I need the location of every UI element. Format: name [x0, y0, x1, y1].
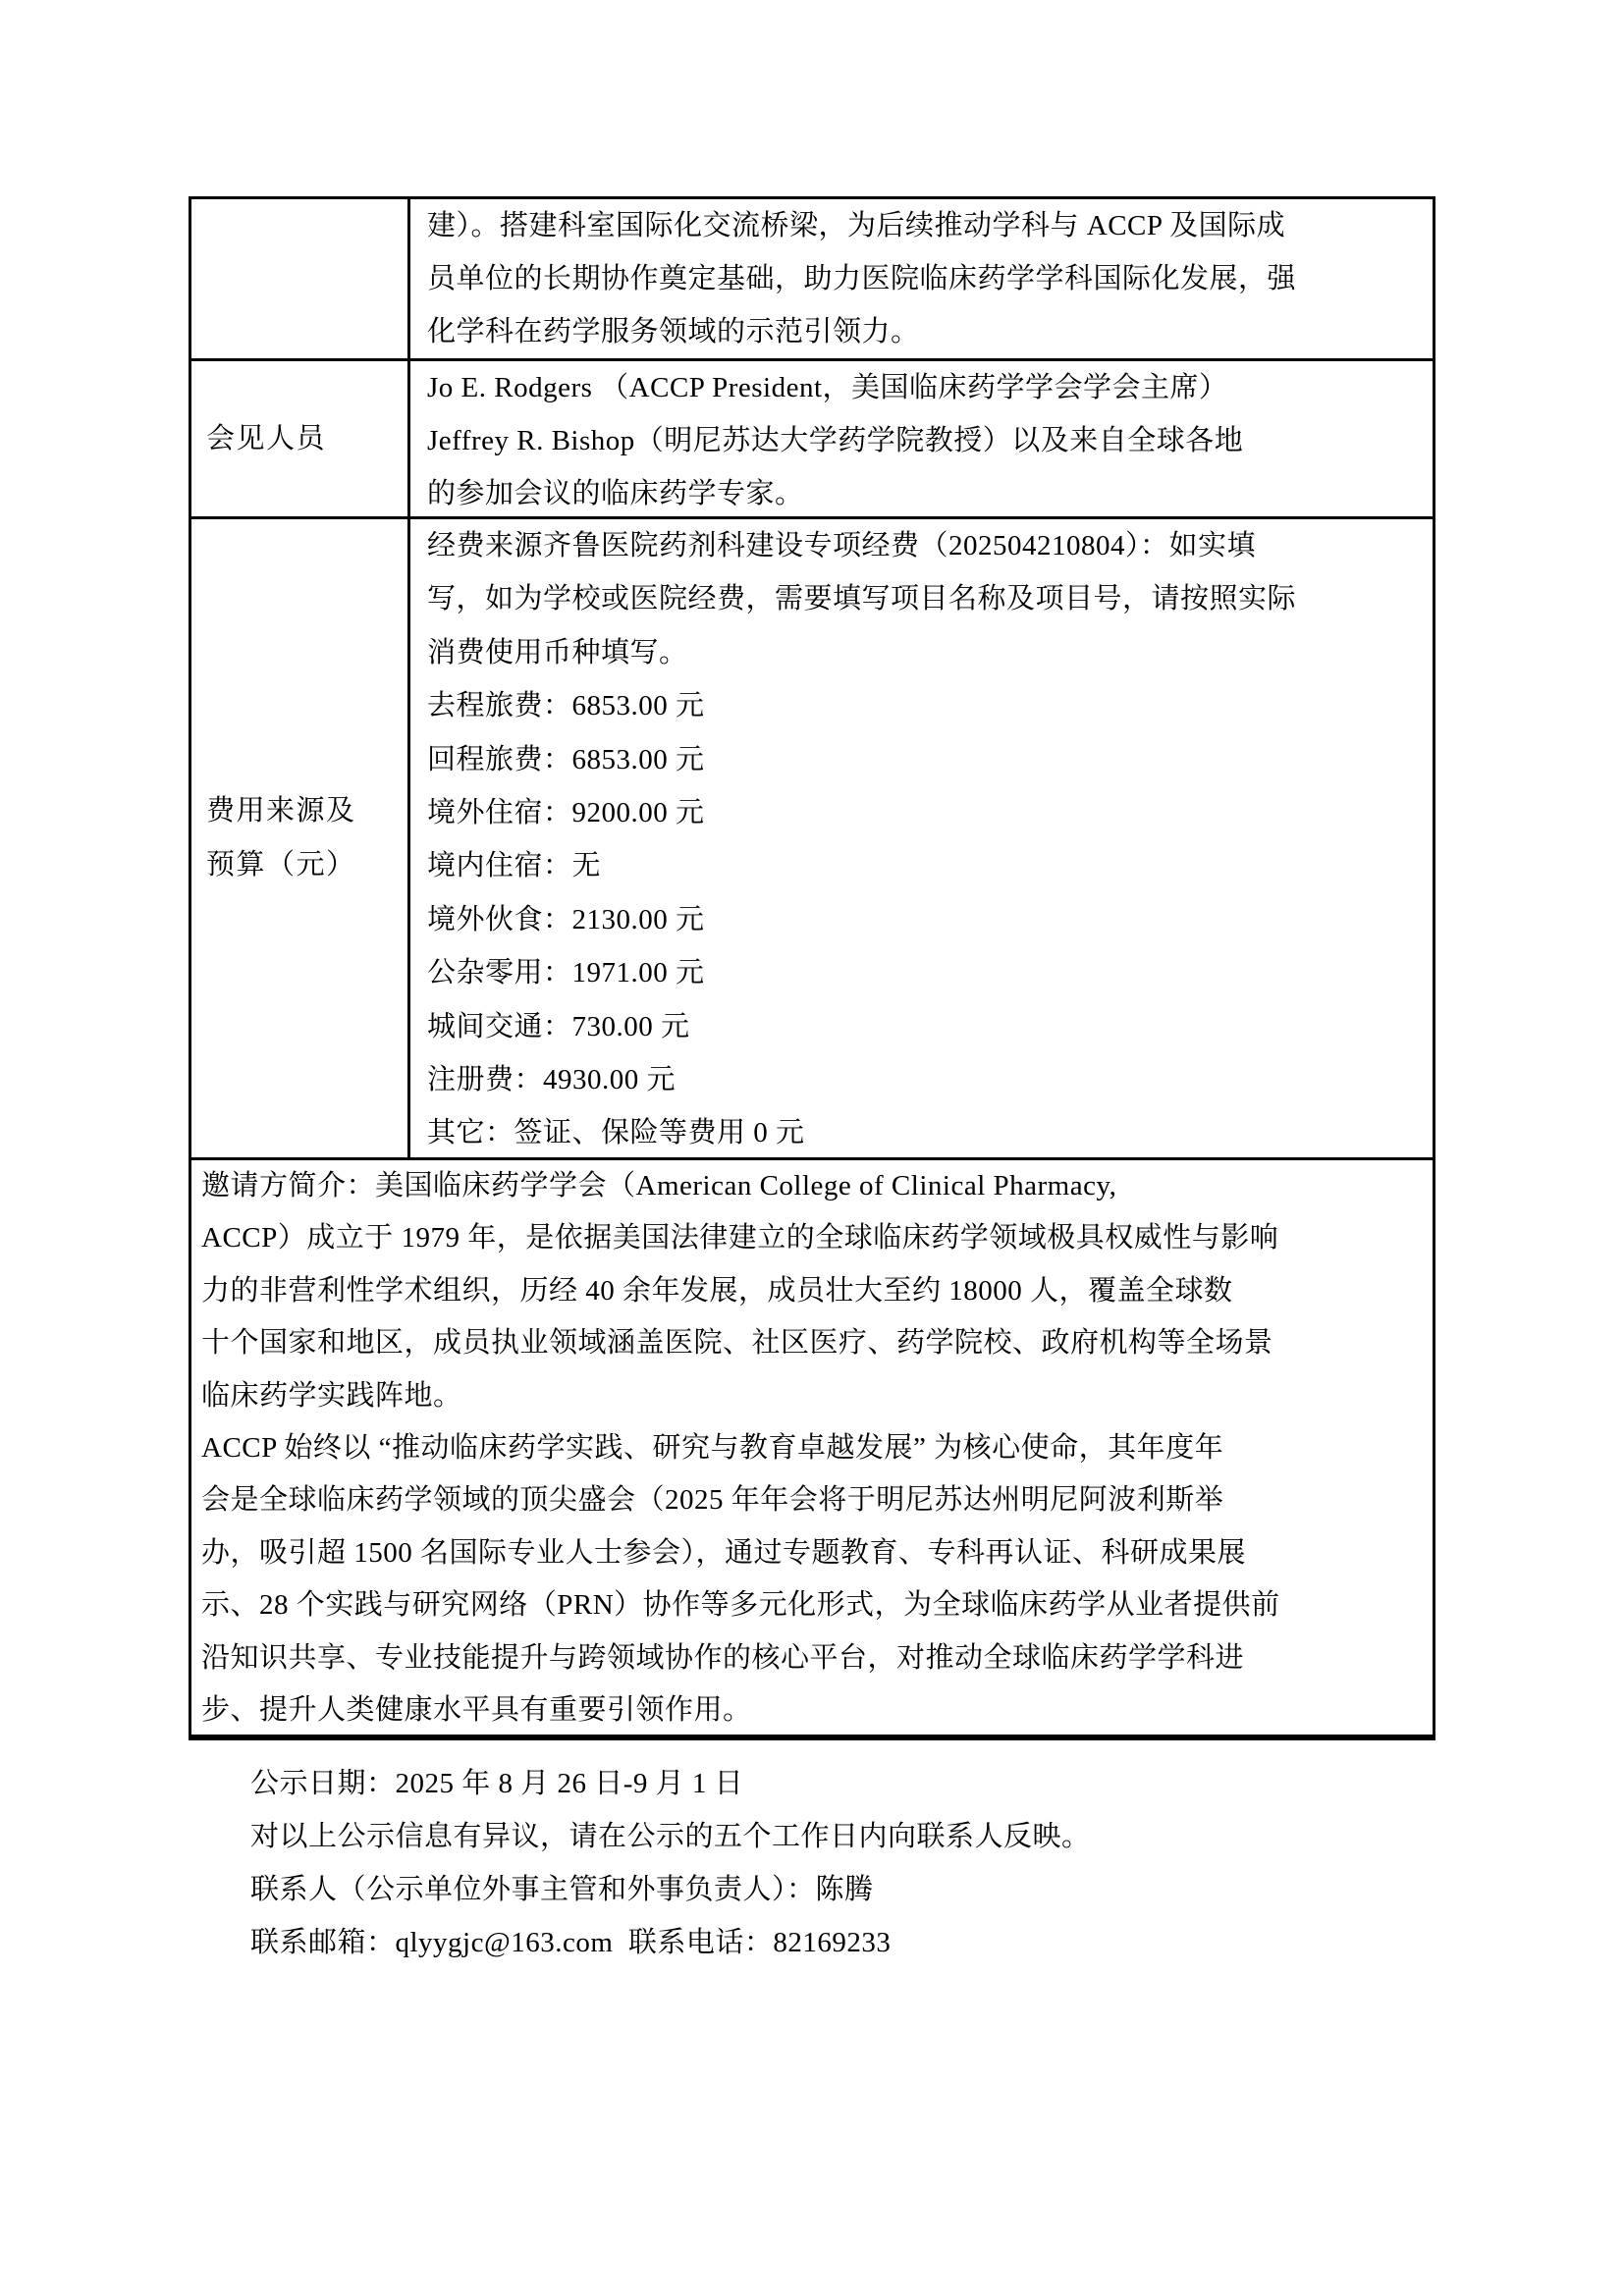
inviter-profile-line: 会是全球临床药学领域的顶尖盛会（2025 年年会将于明尼苏达州明尼阿波利斯举	[201, 1484, 1224, 1517]
budget-item-intercity-transport: 城间交通：730.00 元	[427, 1010, 690, 1042]
budget-item-overseas-meals: 境外伙食：2130.00 元	[427, 903, 705, 935]
budget-item-return-travel: 回程旅费：6853.00 元	[427, 743, 705, 775]
budget-item-misc: 公杂零用：1971.00 元	[427, 957, 705, 989]
row-label-text: 会见人员	[206, 422, 327, 454]
inviter-profile-line: 力的非营利性学术组织，历经 40 余年发展，成员壮大至约 18000 人，覆盖全球数	[201, 1274, 1233, 1307]
funding-source-line: 经费来源齐鲁医院药剂科建设专项经费（202504210804）：如实填	[427, 530, 1257, 561]
notice-table	[189, 196, 1435, 1740]
text-line: 的参加会议的临床药学专家。	[427, 478, 804, 509]
text-line: 员单位的长期协作奠定基础，助力医院临床药学学科国际化发展，强	[427, 263, 1297, 294]
text-line: 建）。搭建科室国际化交流桥梁，为后续推动学科与 ACCP 及国际成	[427, 210, 1286, 241]
funding-source-line: 写，如为学校或医院经费，需要填写项目名称及项目号，请按照实际	[427, 583, 1297, 615]
funding-source-line: 消费使用币种填写。	[427, 636, 688, 668]
inviter-profile-line: 沿知识共享、专业技能提升与跨领域协作的核心平台，对推动全球临床药学学科进	[201, 1641, 1245, 1674]
inviter-profile-line: 临床药学实践阵地。	[201, 1379, 462, 1412]
budget-item-other: 其它：签证、保险等费用 0 元	[427, 1117, 805, 1149]
budget-item-overseas-lodging: 境外住宿：9200.00 元	[427, 796, 705, 828]
contact-person-line: 联系人（公示单位外事主管和外事负责人）：陈腾	[250, 1874, 874, 1905]
meeting-personnel-label	[191, 361, 410, 516]
objection-instruction-line: 对以上公示信息有异议，请在公示的五个工作日内向联系人反映。	[250, 1821, 1091, 1852]
row-label-text: 预算（元）	[206, 849, 356, 881]
publicity-date-line: 公示日期：2025 年 8 月 26 日-9 月 1 日	[250, 1768, 744, 1799]
text-line: Jeffrey R. Bishop（明尼苏达大学药学院教授）以及来自全球各地	[427, 425, 1244, 456]
budget-item-registration-fee: 注册费：4930.00 元	[427, 1063, 677, 1095]
meeting-personnel-cell	[410, 361, 1433, 516]
inviter-profile-line: 邀请方简介：美国临床药学学会（American College of Clinical Pharmacy,	[201, 1170, 1117, 1201]
inviter-profile-line: 示、28 个实践与研究网络（PRN）协作等多元化形式，为全球临床药学从业者提供前	[201, 1589, 1280, 1622]
inviter-profile-line: ACCP 始终以 “推动临床药学实践、研究与教育卓越发展” 为核心使命，其年度年	[201, 1431, 1224, 1464]
inviter-profile-line: 十个国家和地区，成员执业领域涵盖医院、社区医疗、药学院校、政府机构等全场景	[201, 1327, 1273, 1360]
purpose-continuation-cell	[410, 199, 1433, 358]
text-line: Jo E. Rodgers （ACCP President，美国临床药学学会学会主席）	[427, 372, 1228, 403]
row-label-empty	[191, 199, 410, 358]
text-line: 化学科在药学服务领域的示范引领力。	[427, 316, 920, 347]
budget-label	[191, 519, 410, 1157]
table-row-inviter-profile	[191, 1157, 1433, 1735]
table-row-purpose-continuation	[191, 199, 1433, 358]
budget-cell	[410, 519, 1433, 1157]
budget-item-outbound-travel: 去程旅费：6853.00 元	[427, 690, 705, 722]
table-row-meeting-personnel	[191, 358, 1433, 516]
inviter-profile-line: 步、提升人类健康水平具有重要引领作用。	[201, 1693, 752, 1726]
inviter-profile-line: ACCP）成立于 1979 年，是依据美国法律建立的全球临床药学领域极具权威性与影响	[201, 1222, 1279, 1255]
inviter-profile-line: 办，吸引超 1500 名国际专业人士参会），通过专题教育、专科再认证、科研成果展	[201, 1536, 1247, 1569]
table-row-budget	[191, 516, 1433, 1157]
inviter-profile-cell	[191, 1160, 1433, 1735]
row-label-text	[206, 252, 407, 306]
row-label-text: 费用来源及	[206, 795, 356, 827]
budget-item-domestic-lodging: 境内住宿：无	[427, 850, 602, 882]
contact-email-phone-line: 联系邮箱：qlyygjc@163.com 联系电话：82169233	[250, 1927, 892, 1958]
notice-footer	[250, 1757, 1478, 1969]
